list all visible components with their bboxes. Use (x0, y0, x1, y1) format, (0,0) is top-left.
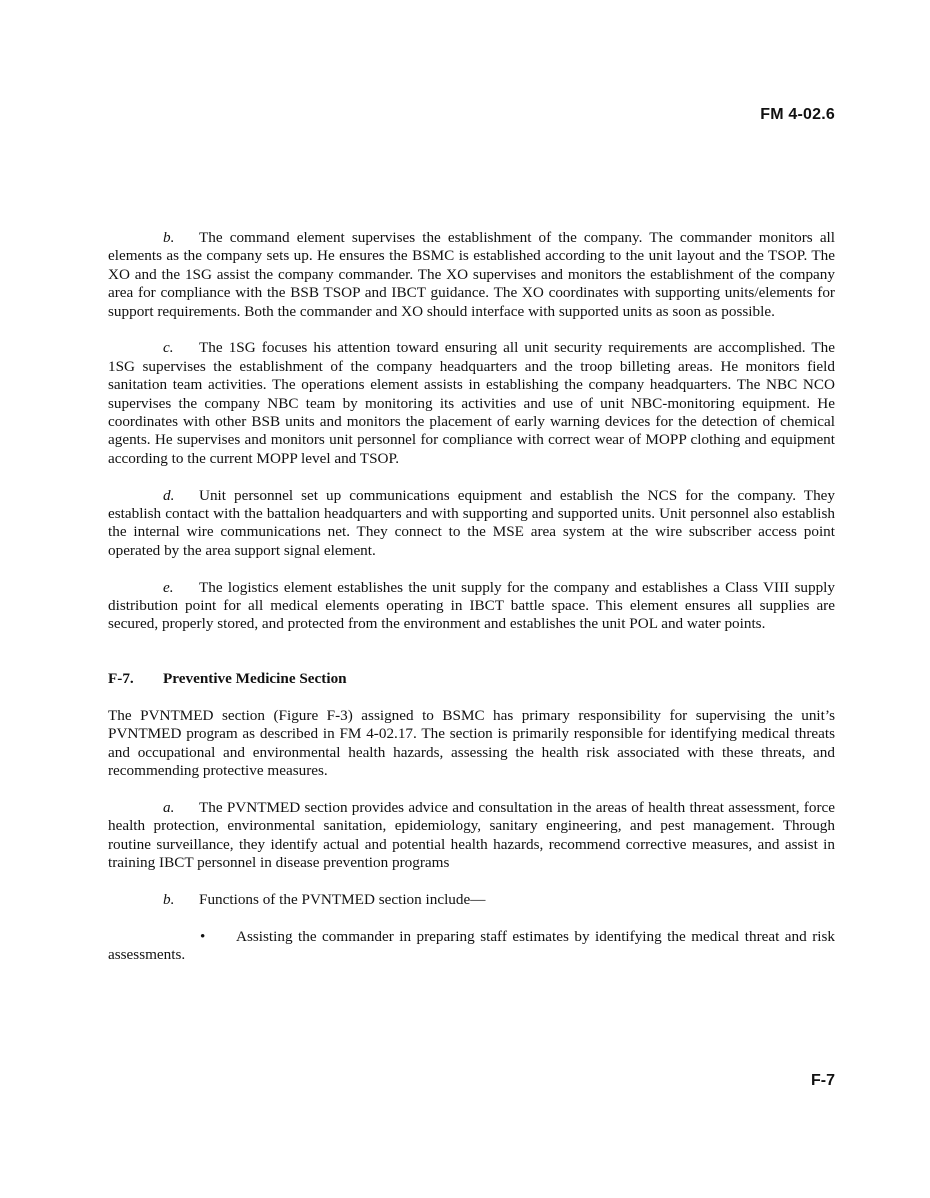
paragraph-label: c. (163, 339, 174, 357)
paragraph-label: a. (163, 798, 175, 816)
paragraph-text: The command element supervises the establishment of the company. The commander monitors all elements as the company sets up. He ensures the BSMC is established according to the unit layout and the TSOP. The XO and the 1SG assist the company commander. The XO supervises and monitors the establishment of the company area for compliance with the BSB TSOP and IBCT guidance. The XO coordinates with supporting units/elements for support requirements. Both the commander and XO should interface with supported units as soon as possible. (108, 229, 835, 320)
paragraph-label: e. (163, 578, 174, 596)
section-paragraph-a (108, 799, 835, 873)
section-title: Preventive Medicine Section (163, 669, 347, 687)
document-body (108, 229, 835, 964)
paragraph-d (108, 487, 835, 561)
paragraph-c (108, 339, 835, 468)
section-paragraph-b (108, 891, 835, 909)
section-heading (108, 670, 835, 688)
paragraph-text: The 1SG focuses his attention toward ensuring all unit security requirements are accomplished. The 1SG supervises the establishment of the company headquarters and the troop billeting areas. He monitors field sanitation team activities. The operations element assists in establishing the company headquarters. The NBC NCO supervises the company NBC team by monitoring its activities and use of unit NBC-monitoring equipment. He coordinates with other BSB units and monitors the placement of early warning devices for the detection of chemical agents. He supervises and monitors unit personnel for compliance with correct wear of MOPP clothing and equipment according to the current MOPP level and TSOP. (108, 339, 835, 467)
paragraph-label: d. (163, 486, 175, 504)
paragraph-text: Functions of the PVNTMED section include— (199, 890, 486, 908)
section-intro: The PVNTMED section (Figure F-3) assigned to BSMC has primary responsibility for supervising the unit’s PVNTMED program as described in FM 4-02.17. The section is primarily responsible for identifying medical threats and occupational and environmental health hazards, assessing the health risk associated with these threats, and recommending protective measures. (108, 706, 835, 779)
bullet-glyph: • (200, 927, 206, 945)
paragraph-text: Unit personnel set up communications equipment and establish the NCS for the company. They establish contact with the battalion headquarters and with supporting and supported units. Unit personnel also establish the internal wire communications net. They connect to the MSE area system at the wire subscriber access point operated by the area support signal element. (108, 486, 835, 559)
paragraph-label: b. (163, 890, 175, 908)
bullet-item (108, 928, 835, 965)
section-number: F-7. (108, 669, 134, 687)
paragraph-b (108, 229, 835, 321)
paragraph-text: The logistics element establishes the unit supply for the company and establishes a Class VIII supply distribution point for all medical elements operating in IBCT battle space. This element ensures all supplies are secured, properly stored, and protected from the environment and establishes the unit POL and water points. (108, 578, 835, 633)
page-header-doc-id: FM 4-02.6 (760, 106, 835, 123)
paragraph-e (108, 579, 835, 634)
paragraph-label: b. (163, 229, 175, 246)
page-number: F-7 (811, 1072, 835, 1089)
paragraph-text: The PVNTMED section provides advice and consultation in the areas of health threat assessment, force health protection, environmental sanitation, epidemiology, sanitary engineering, and pest management. Through routine surveillance, they identify actual and potential health hazards, recommend corrective measures, and assist in training IBCT personnel in disease prevention programs (108, 798, 835, 871)
bullet-text: Assisting the commander in preparing staff estimates by identifying the medical threat and risk assessments. (108, 927, 835, 963)
